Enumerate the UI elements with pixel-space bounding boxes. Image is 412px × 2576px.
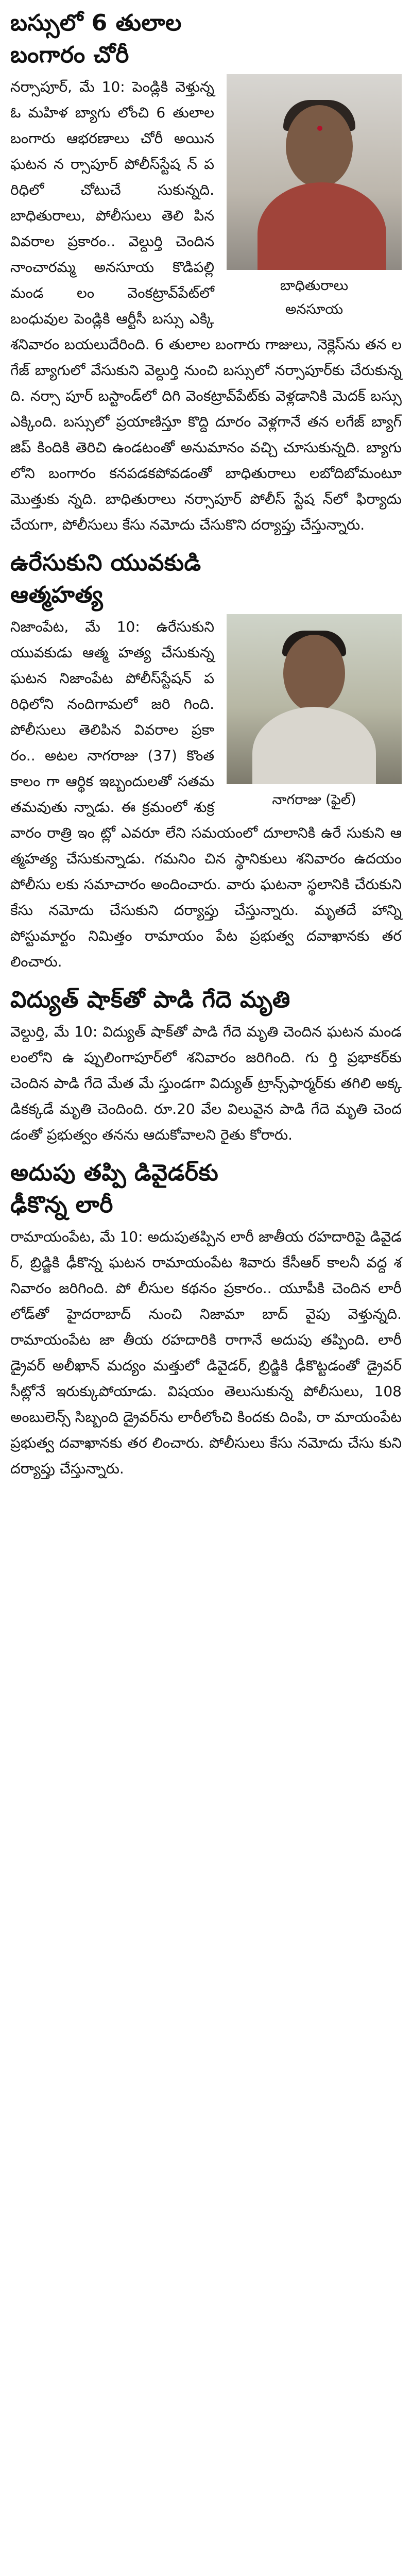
photo-caption [227,788,402,812]
caption-line-1: నాగరాజు (ఫైల్‌) [272,792,356,808]
headline-line-1: బస్సులో 6 తులాల [10,10,182,36]
article-electric-shock [10,984,402,1148]
article-body: వెల్దుర్తి, మే 10: విద్యుత్‌ షాక్‌తో పాడి గేదె మృతి చెందిన ఘటన మండలంలోని ఉ ప్పులింగాపూర్‌లో శనివారం జరిగింది. గు ర్తి ప్రభాకర్‌కు చెందిన పాడి గేదె మేత మే స్తుండగా విద్యుత్‌ ట్రాన్స్‌ఫార్మర్‌కు తగిలి అక్కడికక్కడే మృతి చెందింది. రూ.20 వేల విలువైన పాడి గేదె మృతి చెందడంతో ప్రభుత్వం తనను ఆదుకోవాలని రైతు కోరారు. [10,1023,402,1143]
caption-line-2: అనసూయ [285,301,344,317]
headline-gold-theft [10,7,402,71]
headline-line-1: అదుపు తప్పి డివైడర్‌కు [10,1160,219,1186]
nagaraju-photo [227,614,402,784]
article-body: నర్సాపూర్‌, మే 10: పెండ్లికి వెళ్తున్న ఓ మహిళ బ్యాగు లోంచి 6 తులాల బంగారు ఆభరణాలు చోరీ అయిన ఘటన న ర్సాపూర్‌ పోలీస్‌స్టేష న్‌ పరిధిలో చోటుచే సుకున్నది. బాధితురాలు, పోలీసులు తెలి పిన వివరాల ప్రకారం.. వెల్దుర్తి చెందిన నాంచారమ్మ అనసూయ కొడిపల్లి మండ లం వెంకట్రావ్‌పేట్‌లో బంధువుల పెండ్లికి ఆర్టీసీ బస్సు ఎక్కి శనివారం బయలుదేరింది. 6 తులాల బంగారు గాజులు, నెక్లెస్‌ను తన లగేజ్‌ బ్యాగులో వేసుకుని వెల్దుర్తి నుంచి బస్సులో నర్సాపూర్‌కు చేరుకున్నది. నర్సా పూర్‌ బస్టాండ్‌లో దిగి వెంకట్రావ్‌పేట్‌కు వెళ్లడానికి మెదక్‌ బస్సు ఎక్కింది. బస్సులో ప్రయాణిస్తూ కొద్ది దూరం వెళ్లగానే తన లగేజ్‌ బ్యాగ్‌ జిప్‌ కిందికి తెరిచి ఉండటంతో అనుమానం వచ్చి చూసుకున్నది. బ్యాగు లోని బంగారం కనపడకపోవడంతో బాధితురాలు లబోదిబోమంటూ మొత్తుకు న్నది. బాధితురాలు నర్సాపూర్‌ పోలీస్‌ స్టేష న్‌లో ఫిర్యాదు చేయగా, పోలీసులు కేసు నమోదు చేసుకొని దర్యాప్తు చేస్తున్నారు. [10,78,402,533]
headline-electric-shock [10,984,402,1016]
photo-figure-victim [227,74,402,321]
photo-head-shape [283,635,345,712]
headline-line-1: ఉరేసుకుని యువకుడి [10,550,201,576]
headline-line-2: బంగారం చోరీ [10,42,129,68]
headline-line-2: ఆత్మహత్య [10,582,104,608]
article-body: రామాయంపేట, మే 10: అదుపుతప్పిన లారీ జాతీయ రహదారిపై డివైడర్‌, బ్రిడ్జికి ఢీకొన్న ఘటన రామాయంపేట శివారు కేసీఆర్‌ కాలనీ వద్ద శనివారం జరిగింది. పో లీసుల కథనం ప్రకారం.. యూపీకి చెందిన లారీ లోడ్‌తో హైదరాబాద్‌ నుంచి నిజామా బాద్‌ వైపు వెళ్తున్నది. రామాయంపేట జా తీయ రహదారికి రాగానే అదుపు తప్పింది. లారీ డ్రైవర్‌ అలీఖాన్‌ మద్యం మత్తులో డివైడర్‌, బ్రిడ్జికి ఢీకొట్టడంతో డ్రైవర్‌ సీట్లోనే ఇరుక్కుపోయాడు. విషయం తెలుసుకున్న పోలీసులు, 108 అంబులెన్స్‌ సిబ్బంది డ్రైవర్‌ను లారీలోంచి కిందకు దింపి, రా మాయంపేట ప్రభుత్వ దవాఖానకు తర లించారు. పోలీసులు కేసు నమోదు చేసు కుని దర్యాప్తు చేస్తున్నారు. [10,1228,402,1477]
caption-line-1: బాధితురాలు [280,278,349,294]
headline-suicide [10,547,402,611]
photo-figure-nagaraju [227,614,402,812]
headline-line-2: ఢీకొన్న లారీ [10,1192,113,1218]
photo-bindi-shape [317,126,322,131]
photo-head-shape [286,105,353,188]
headline-lorry-accident [10,1157,402,1221]
article-gold-theft [10,7,402,538]
photo-body-shape [252,707,376,784]
photo-body-shape [258,182,386,270]
article-lorry-accident [10,1157,402,1482]
headline-line-1: విద్యుత్‌ షాక్‌తో పాడి గేదె మృతి [10,987,290,1013]
article-suicide [10,547,402,975]
article-body: నిజాంపేట, మే 10: ఉరేసుకుని యువకుడు ఆత్మ హత్య చేసుకున్న ఘటన నిజాంపేట పోలీస్‌స్టేషన్‌ పరిధిలోని నందిగామలో జరి గింది. పోలీసులు తెలిపిన వివరాల ప్రకా రం.. అటల నాగరాజు (37) కొంతకాలం గా ఆర్థిక ఇబ్బందులతో సతమతమవుతు న్నాడు. ఈ క్రమంలో శుక్రవారం రాత్రి ఇం ట్లో ఎవరూ లేని సమయంలో దూలానికి ఉరే సుకుని ఆత్మహత్య చేసుకున్నాడు. గమనిం చిన స్థానికులు శనివారం ఉదయం పోలీసు లకు సమాచారం అందించారు. వారు ఘటనా స్థలానికి చేరుకుని కేసు నమోదు చేసుకుని దర్యాప్తు చేస్తున్నారు. మృతదే హాన్ని పోస్టుమార్టం నిమిత్తం రామాయం పేట ప్రభుత్వ దవాఖానకు తరలించారు. [10,618,402,970]
photo-caption [227,274,402,321]
victim-photo [227,74,402,270]
